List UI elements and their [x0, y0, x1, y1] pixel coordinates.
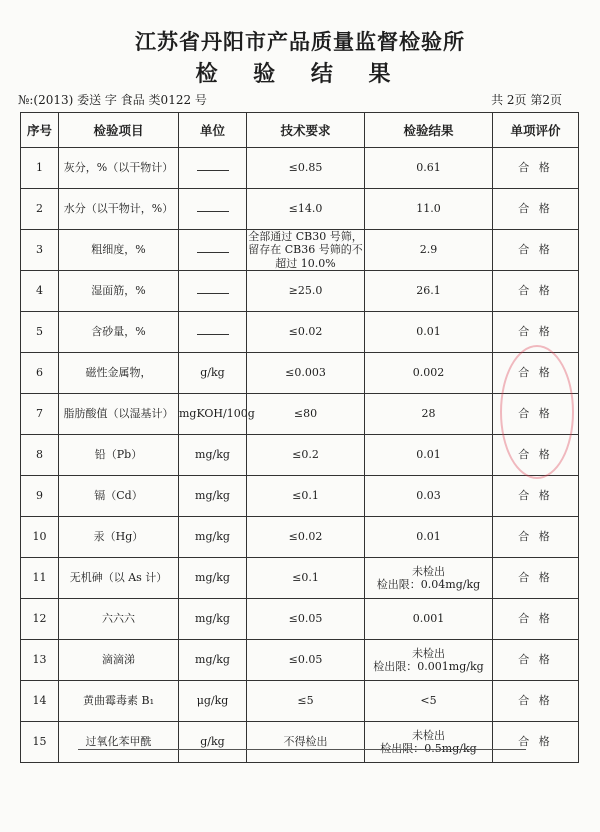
- row-requirement: ≤0.05: [247, 599, 365, 640]
- row-number: 11: [21, 558, 59, 599]
- result-value: <5: [420, 694, 437, 708]
- table-row: [21, 189, 579, 230]
- row-result: [365, 558, 493, 599]
- row-result: [365, 394, 493, 435]
- row-item: 灰分，%（以干物计）: [59, 148, 179, 189]
- row-item: 镉（Cd）: [59, 476, 179, 517]
- seal-stamp: [500, 345, 574, 479]
- row-requirement: ≤0.003: [247, 353, 365, 394]
- result-value: 0.01: [416, 530, 441, 544]
- row-requirement: ≤14.0: [247, 189, 365, 230]
- result-value: 0.002: [412, 366, 445, 380]
- row-unit: [179, 271, 247, 312]
- row-unit: mg/kg: [179, 435, 247, 476]
- row-verdict: 合 格: [493, 640, 579, 681]
- row-item: 滴滴涕: [59, 640, 179, 681]
- row-requirement: ≤0.02: [247, 517, 365, 558]
- row-verdict: 合 格: [493, 435, 579, 476]
- row-number: 15: [21, 722, 59, 763]
- row-verdict: 合 格: [493, 271, 579, 312]
- blank-dash: [197, 205, 229, 212]
- row-requirement: ≤0.85: [247, 148, 365, 189]
- table-header-row: [21, 113, 579, 148]
- row-unit: g/kg: [179, 353, 247, 394]
- col-header-unit: 单位: [179, 113, 247, 148]
- row-verdict: 合 格: [493, 517, 579, 558]
- row-result: [365, 435, 493, 476]
- row-requirement: ≥25.0: [247, 271, 365, 312]
- result-value: 未检出: [412, 728, 445, 742]
- row-unit: [179, 230, 247, 271]
- row-number: 5: [21, 312, 59, 353]
- row-unit: [179, 189, 247, 230]
- row-number: 12: [21, 599, 59, 640]
- table-row: [21, 517, 579, 558]
- row-verdict: 合 格: [493, 230, 579, 271]
- row-item: 湿面筋，%: [59, 271, 179, 312]
- row-item: 汞（Hg）: [59, 517, 179, 558]
- result-value: 0.001: [412, 612, 445, 626]
- table-row: [21, 394, 579, 435]
- table-row: [21, 435, 579, 476]
- row-number: 9: [21, 476, 59, 517]
- footer-divider: [78, 749, 526, 750]
- result-value: 28: [421, 407, 436, 421]
- result-value: 26.1: [416, 284, 441, 298]
- row-result: [365, 599, 493, 640]
- row-number: 2: [21, 189, 59, 230]
- row-item: 黄曲霉毒素 B₁: [59, 681, 179, 722]
- row-result: [365, 681, 493, 722]
- row-verdict: 合 格: [493, 722, 579, 763]
- doc-title: 检 验 结 果: [195, 61, 405, 87]
- row-unit: g/kg: [179, 722, 247, 763]
- blank-dash: [197, 328, 229, 335]
- row-item: 水分（以干物计，%）: [59, 189, 179, 230]
- row-result: [365, 271, 493, 312]
- page-info: 共 2页 第2页: [491, 93, 562, 107]
- row-number: 1: [21, 148, 59, 189]
- table-row: [21, 640, 579, 681]
- row-verdict: 合 格: [493, 148, 579, 189]
- col-header-verdict: 单项评价: [493, 113, 579, 148]
- table-row: [21, 230, 579, 271]
- row-verdict: 合 格: [493, 353, 579, 394]
- row-verdict: 合 格: [493, 476, 579, 517]
- col-header-requirement: 技术要求: [247, 113, 365, 148]
- report-number: №:(2013) 委送 字 食品 类0122 号: [18, 93, 207, 107]
- row-unit: [179, 148, 247, 189]
- row-requirement: ≤0.05: [247, 640, 365, 681]
- row-verdict: 合 格: [493, 189, 579, 230]
- table-row: [21, 271, 579, 312]
- col-header-item: 检验项目: [59, 113, 179, 148]
- col-header-result: 检验结果: [365, 113, 493, 148]
- row-number: 3: [21, 230, 59, 271]
- detection-limit: 检出限：0.04mg/kg: [376, 578, 481, 591]
- row-number: 7: [21, 394, 59, 435]
- blank-dash: [197, 246, 229, 253]
- result-value: 未检出: [412, 646, 445, 660]
- row-item: 粗细度，%: [59, 230, 179, 271]
- row-result: [365, 312, 493, 353]
- table-row: [21, 722, 579, 763]
- results-table: [20, 112, 579, 763]
- row-item: 过氧化苯甲酰: [59, 722, 179, 763]
- row-number: 10: [21, 517, 59, 558]
- blank-dash: [197, 164, 229, 171]
- row-result: [365, 189, 493, 230]
- result-value: 未检出: [412, 564, 445, 578]
- row-item: 脂肪酸值（以湿基计）: [59, 394, 179, 435]
- row-requirement: ≤5: [247, 681, 365, 722]
- row-unit: mg/kg: [179, 558, 247, 599]
- row-item: 六六六: [59, 599, 179, 640]
- row-verdict: 合 格: [493, 599, 579, 640]
- row-verdict: 合 格: [493, 394, 579, 435]
- row-item: 无机砷（以 As 计）: [59, 558, 179, 599]
- row-number: 8: [21, 435, 59, 476]
- row-result: [365, 353, 493, 394]
- row-requirement: ≤0.2: [247, 435, 365, 476]
- col-header-no: 序号: [21, 113, 59, 148]
- blank-dash: [197, 287, 229, 294]
- row-number: 4: [21, 271, 59, 312]
- table-row: [21, 681, 579, 722]
- table-row: [21, 353, 579, 394]
- row-number: 13: [21, 640, 59, 681]
- row-unit: μg/kg: [179, 681, 247, 722]
- detection-limit: 检出限：0.001mg/kg: [373, 660, 484, 673]
- row-requirement: 不得检出: [247, 722, 365, 763]
- row-number: 14: [21, 681, 59, 722]
- table-row: [21, 599, 579, 640]
- result-value: 0.03: [416, 489, 441, 503]
- row-verdict: 合 格: [493, 558, 579, 599]
- row-unit: mg/kg: [179, 476, 247, 517]
- row-requirement: 全部通过 CB30 号筛，留存在 CB36 号筛的不超过 10.0%: [248, 230, 363, 270]
- row-requirement: ≤80: [247, 394, 365, 435]
- row-number: 6: [21, 353, 59, 394]
- result-value: 2.9: [419, 243, 438, 257]
- row-requirement: ≤0.02: [247, 312, 365, 353]
- result-value: 0.61: [416, 161, 441, 175]
- row-requirement: ≤0.1: [247, 476, 365, 517]
- detection-limit: 检出限：0.5mg/kg: [380, 742, 477, 755]
- row-requirement: ≤0.1: [247, 558, 365, 599]
- row-verdict: 合 格: [493, 312, 579, 353]
- row-result: [365, 148, 493, 189]
- row-verdict: 合 格: [493, 681, 579, 722]
- row-result: [365, 230, 493, 271]
- row-unit: mg/kg: [179, 640, 247, 681]
- row-unit: [179, 312, 247, 353]
- row-unit: mg/kg: [179, 517, 247, 558]
- table-row: [21, 476, 579, 517]
- result-value: 11.0: [416, 202, 441, 216]
- row-result: [365, 722, 493, 763]
- row-unit: mgKOH/100g: [179, 394, 247, 435]
- row-item: 磁性金属物，: [59, 353, 179, 394]
- table-row: [21, 558, 579, 599]
- org-title: 江苏省丹阳市产品质量监督检验所: [135, 29, 465, 54]
- table-row: [21, 312, 579, 353]
- row-item: 含砂量，%: [59, 312, 179, 353]
- result-value: 0.01: [416, 325, 441, 339]
- result-value: 0.01: [416, 448, 441, 462]
- row-result: [365, 640, 493, 681]
- row-result: [365, 476, 493, 517]
- row-item: 铅（Pb）: [59, 435, 179, 476]
- row-unit: mg/kg: [179, 599, 247, 640]
- row-result: [365, 517, 493, 558]
- table-body: [21, 148, 579, 763]
- table-row: [21, 148, 579, 189]
